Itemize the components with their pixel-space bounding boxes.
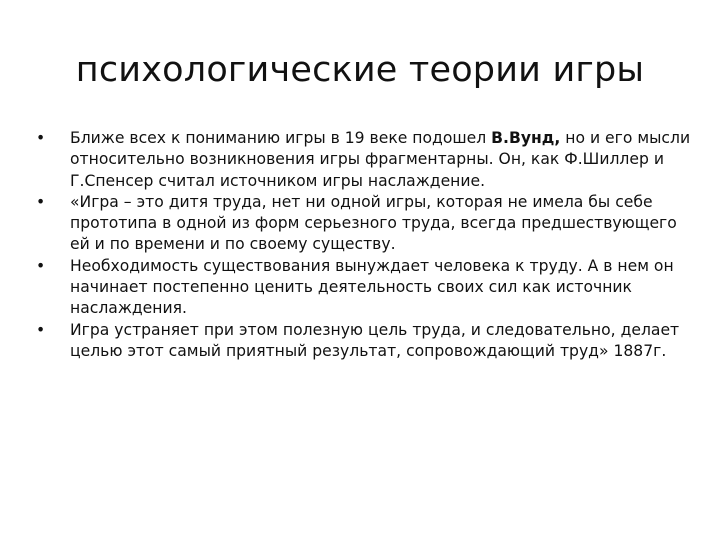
bullet-4-text: Игра устраняет при этом полезную цель труда, и следовательно, делает целью этот самый приятный результат, сопровождающий труд» 1887г. xyxy=(70,320,680,360)
bullet-3-text: Необходимость существования вынуждает человека к труду. А в нем он начинает постепенно ценить деятельность своих сил как источник наслаждения. xyxy=(70,256,674,318)
bullet-1-text-after: но и его мысли относительно возникновения игры фрагментарны. Он, как Ф.Шиллер и Г.Спенсер считал источником игры наслаждение. xyxy=(70,129,691,190)
bullet-list xyxy=(36,128,696,362)
bullet-2-text: «Игра – это дитя труда, нет ни одной игры, которая не имела бы себе прототипа в одной из форм серьезного труда, всегда предшествующего ей и по времени и по своему существу. xyxy=(70,192,677,254)
bullet-item-1 xyxy=(36,128,696,192)
bullet-item-2 xyxy=(36,192,696,256)
bullet-item-3 xyxy=(36,256,696,320)
bullet-item-4 xyxy=(36,320,696,363)
bullet-dot-icon: • xyxy=(36,192,46,211)
bullet-dot-icon: • xyxy=(36,129,46,147)
bullet-dot-icon: • xyxy=(36,256,46,275)
bullet-dot-icon: • xyxy=(36,320,46,339)
slide-title: психологические теории игры xyxy=(75,50,645,90)
bullet-1-text-before: Ближе всех к пониманию игры в 19 веке подошел xyxy=(70,129,492,147)
bullet-1-bold-name: В.Вунд, xyxy=(491,129,561,147)
